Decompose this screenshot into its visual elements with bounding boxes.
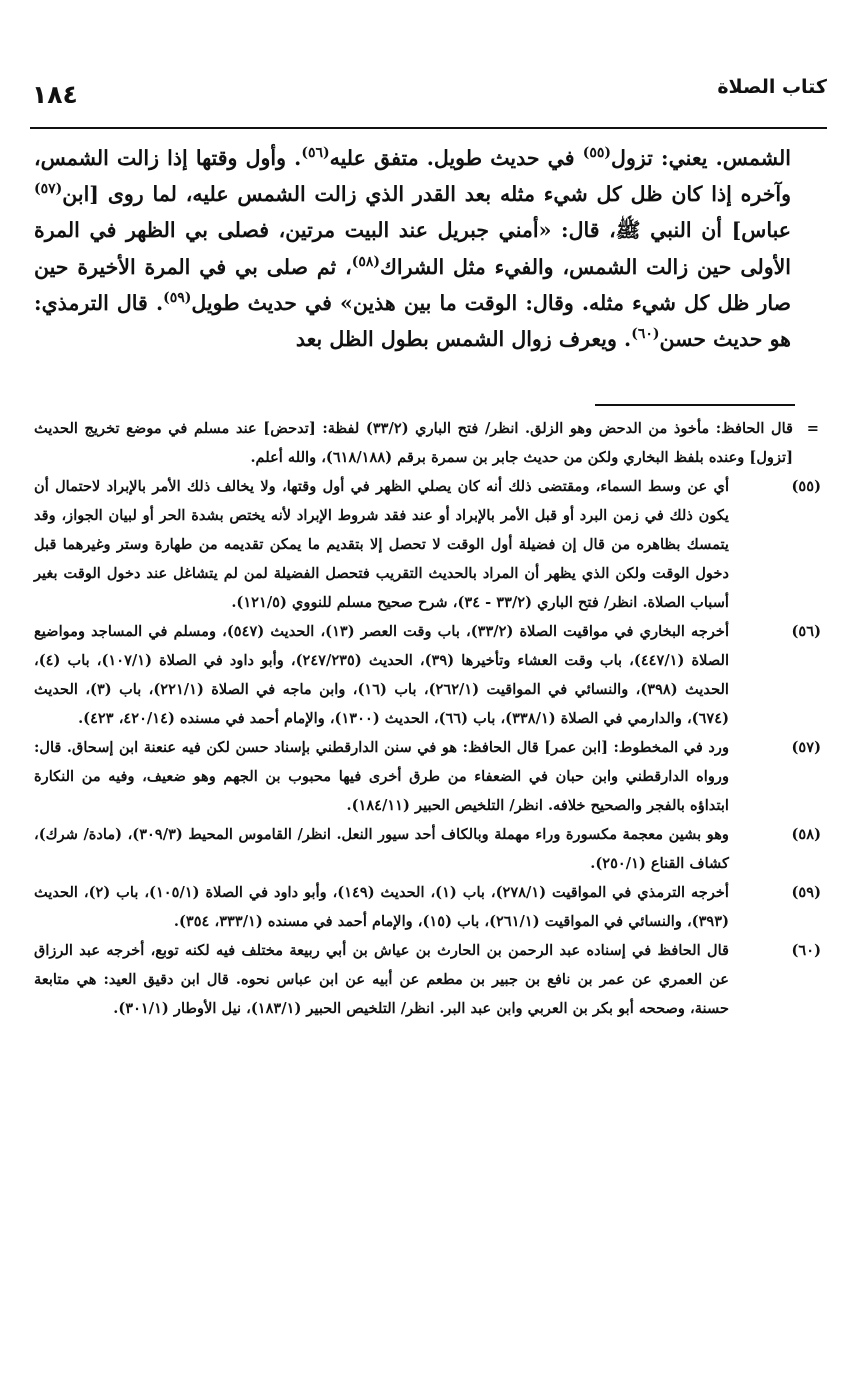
footnote-reference[interactable]: (٥٩): [163, 289, 192, 306]
main-text-segment: . وأول وقتها إذا زالت الشمس، وآخره إذا كان ظل كل شيء مثله بعد القدر الذي زالت الشمس عليه، لما روى [ابن: [34, 146, 791, 207]
footnote-55: [34, 472, 831, 617]
footnote-reference[interactable]: (٥٨): [351, 253, 381, 270]
footnote-text: أخرجه البخاري في مواقيت الصلاة (٣٣/٢)، باب وقت العصر (١٣)، الحديث (٥٤٧)، ومسلم في المساجد ومواضيع الصلاة (٤٤٧/١)، باب وقت العشاء وتأخيرها (٣٩)، الحديث (٢٤٧/٢٣٥)، وأبو داود في الصلاة (١٠٧/١)، باب (٤)، الحديث (٣٩٨)، والنسائي في المواقيت (٢٦٢/١)، باب (١٦)، وابن ماجه في الصلاة (٢٢١/١)، باب (٣)، الحديث (٦٧٤)، والدارمي في الصلاة (٣٣٨/١)، باب (٦٦)، الحديث (١٣٠٠)، والإمام أحمد في مسنده (٤٢٠/١٤، ٤٢٣).: [34, 623, 729, 727]
footnote-divider: [595, 404, 795, 406]
footnote-57: [34, 733, 831, 820]
header-divider: [30, 127, 827, 129]
main-text-segment: الشمس. يعني: تزول: [611, 146, 791, 170]
footnote-reference[interactable]: (٥٧): [34, 181, 63, 198]
running-title: كتاب الصلاة: [717, 76, 827, 98]
main-text-segment: ، ثم صلى بي في المرة الأخيرة حين صار ظل كل شيء مثله. وقال: الوقت ما بين هذين» في حديث طويل: [34, 254, 791, 315]
footnote-60: [34, 936, 831, 1023]
footnote-number: (٥٩): [791, 884, 821, 901]
footnote-number: (٥٥): [791, 478, 821, 495]
footnote-text: ورد في المخطوط: [ابن عمر] قال الحافظ: هو في سنن الدارقطني بإسناد حسن لكن فيه عنعنة ابن إسحاق. قال: ورواه الدارقطني وابن حبان في الضعفاء من طرق أخرى فيها محبوب بن الجهم وهو ضعيف، وفيه من النكارة ابتداؤه بالفجر والصحيح خلافه. انظر/ التلخيص الحبير (١٨٤/١١).: [34, 739, 729, 814]
main-text-segment: . ويعرف زوال الشمس بطول الظل بعد: [295, 327, 632, 352]
footnote-continued: [34, 414, 831, 472]
footnote-reference[interactable]: (٥٦): [301, 145, 330, 162]
main-paragraph: [34, 140, 791, 357]
footnote-number: (٥٧): [791, 739, 821, 756]
footnote-text: قال الحافظ: مأخوذ من الدحض وهو الزلق. انظر/ فتح الباري (٣٣/٢) لفظة: [تدحض] عند مسلم في موضع تخريج الحديث [تزول] وعنده بلفظ البخاري ولكن من حديث جابر بن سمرة برقم (٦١٨/١٨٨)، والله أعلم.: [34, 420, 793, 466]
main-text: [34, 140, 791, 357]
page-number: ١٨٤: [32, 80, 78, 109]
main-text-segment: . قال الترمذي: هو حديث حسن: [34, 290, 791, 352]
main-text-segment: عباس] أن النبي ﷺ، قال: «أمني جبريل عند البيت مرتين، فصلى بي الظهر في المرة الأولى حين زالت الشمس، والفيء مثل الشراك: [34, 218, 791, 279]
footnote-text: أخرجه الترمذي في المواقيت (٢٧٨/١)، باب (١)، الحديث (١٤٩)، وأبو داود في الصلاة (١٠٥/١)، باب (٢)، الحديث (٣٩٣)، والنسائي في المواقيت (٢٦١/١)، باب (١٥)، والإمام أحمد في مسنده (٣٣٣/١، ٣٥٤).: [34, 884, 729, 930]
page-header: [32, 72, 827, 112]
footnote-number: (٦٠): [791, 942, 821, 959]
footnote-text: أي عن وسط السماء، ومقتضى ذلك أنه كان يصلي الظهر في أول وقتها، ولا يخالف ذلك الأمر بالإبراد لاحتمال أن يكون ذلك في زمن البرد أو قبل الأمر بالإبراد أو عند فقد شروط الإبراد لأنه يختص بشدة الحر أو لبيان الجواز، وقد يتمسك بظاهره من قال إن فضيلة أول الوقت لا تحصل إلا بتقديم ما يمكن تقديمه من طهارة وستر وغيرهما قبل دخول الوقت ولكن الذي يظهر أن المراد بالحديث التقريب فتحصل الفضيلة لمن لم يتشاغل عند دخول الوقت بغير أسباب الصلاة. انظر/ فتح الباري (٣٣/٢ - ٣٤)، شرح صحيح مسلم للنووي (١٢١/٥).: [34, 478, 729, 611]
footnote-reference[interactable]: (٥٥): [582, 145, 612, 162]
footnote-58: [34, 820, 831, 878]
footnote-number: (٥٨): [791, 826, 821, 843]
main-text-segment: في حديث طويل. متفق عليه: [329, 146, 583, 170]
footnote-number: (٥٦): [791, 623, 821, 640]
footnote-reference[interactable]: (٦٠): [631, 326, 660, 343]
footnote-59: [34, 878, 831, 936]
footnote-56: [34, 617, 831, 733]
footnote-text: وهو بشين معجمة مكسورة وراء مهملة وبالكاف أحد سيور النعل. انظر/ القاموس المحيط (٣٠٩/٣)، (مادة/ شرك)، كشاف القناع (٢٥٠/١).: [34, 826, 729, 872]
footnote-text: قال الحافظ في إسناده عبد الرحمن بن الحارث بن عياش بن أبي ربيعة مختلف فيه لكنه توبع، أخرجه عبد الرزاق عن العمري عن عمر بن نافع بن جبير بن مطعم عن أبيه عن ابن عباس نحوه. قال ابن دقيق العيد: هي متابعة حسنة، وصححه أبو بكر بن العربي وابن عبد البر. انظر/ التلخيص الحبير (١٨٣/١)، نيل الأوطار (٣٠١/١).: [34, 942, 729, 1017]
footnotes-section: [34, 414, 831, 1023]
footnote-continuation-mark: =: [806, 420, 819, 437]
